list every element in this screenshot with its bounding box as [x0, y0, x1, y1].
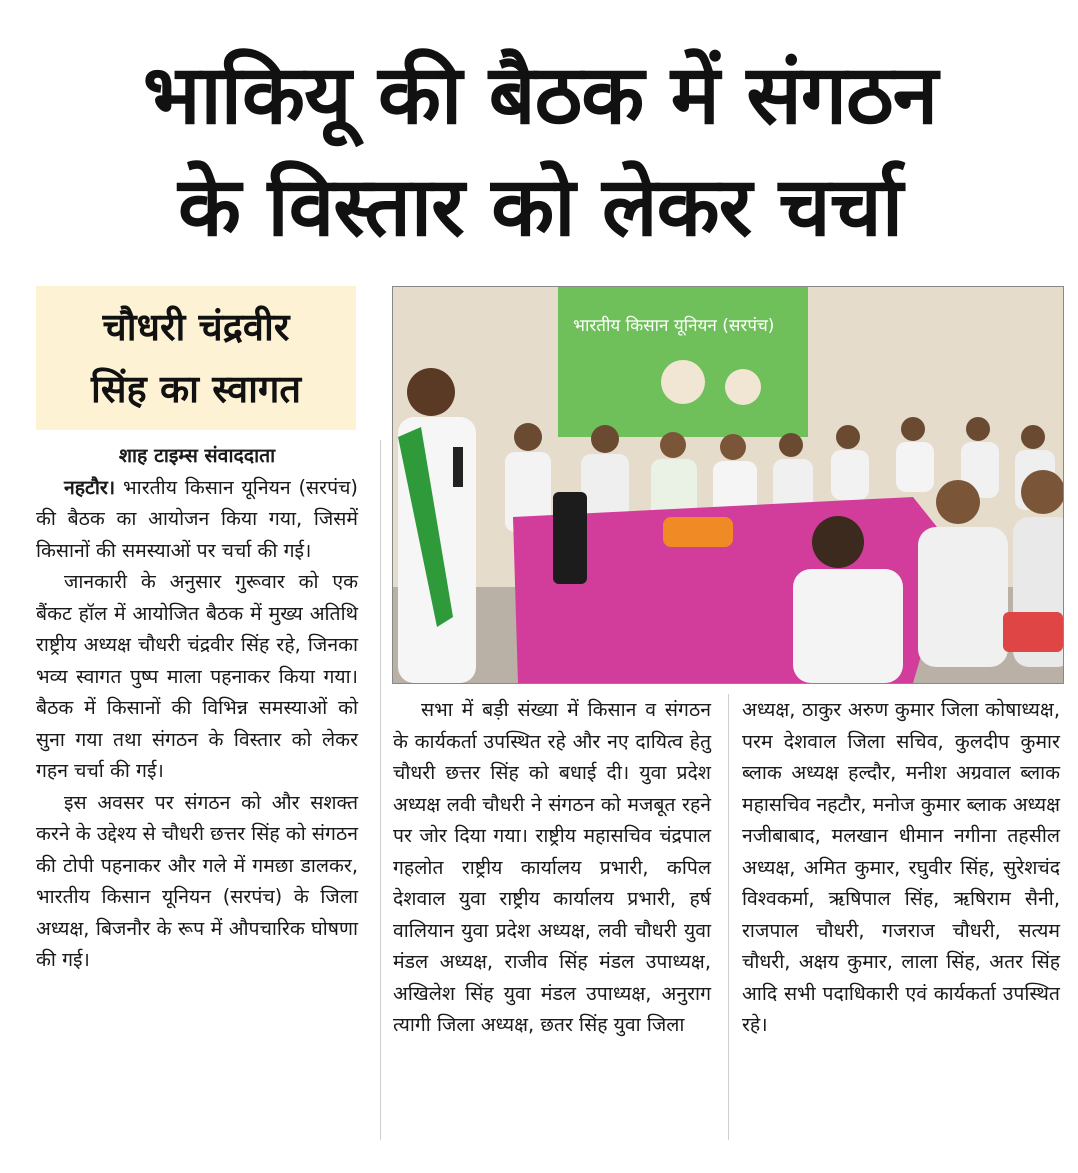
article-column-2	[393, 694, 711, 1041]
article-column-3	[742, 694, 1060, 1041]
article-paragraph	[36, 472, 358, 567]
article-paragraph: अध्यक्ष, ठाकुर अरुण कुमार जिला कोषाध्यक्ष, परम देशवाल जिला सचिव, कुलदीप कुमार ब्लाक अध्यक्ष हल्दौर, मनीश अग्रवाल ब्लाक महासचिव नहटौर, मनोज कुमार ब्लाक अध्यक्ष नजीबाबाद, मलखान धीमान नगीना तहसील अध्यक्ष, अमित कुमार, रघुवीर सिंह, सुरेशचंद विश्वकर्मा, ऋषिपाल सिंह, ऋषिराम सैनी, राजपाल चौधरी, गजराज चौधरी, सत्यम चौधरी, अक्षय कुमार, लाला सिंह, अतर सिंह आदि सभी पदाधिकारी एवं कार्यकर्ता उपस्थित रहे।	[742, 698, 1060, 1036]
article-column-1	[36, 440, 358, 976]
headline	[20, 40, 1060, 264]
article-paragraph: इस अवसर पर संगठन को और सशक्त करने के उद्देश्य से चौधरी छत्तर सिंह को संगठन की टोपी पहनाकर और गले में गमछा डालकर, भारतीय किसान यूनियन (सरपंच) के जिला अध्यक्ष, बिजनौर के रूप में औपचारिक घोषणा की गई।	[36, 790, 358, 971]
column-divider	[380, 440, 381, 1140]
photo-banner-text: भारतीय किसान यूनियन (सरपंच)	[573, 316, 775, 336]
column-divider	[728, 694, 729, 1140]
banner-portrait	[661, 360, 705, 404]
banner-portrait	[725, 369, 761, 405]
dateline: नहटौर।	[64, 475, 116, 499]
news-photo	[392, 286, 1064, 684]
article-paragraph: जानकारी के अनुसार गुरूवार को एक बैंकट हॉल में आयोजित बैठक में मुख्य अतिथि राष्ट्रीय अध्यक्ष चौधरी चंद्रवीर सिंह रहे, जिनका भव्य स्वागत पुष्प माला पहनाकर किया गया। बैठक में किसानों की विभिन्न समस्याओं को सुना गया तथा संगठन के विस्तार को लेकर गहन चर्चा की गई।	[36, 570, 358, 782]
subheading-box	[36, 286, 356, 430]
paragraph-text: भारतीय किसान यूनियन (सरपंच) की बैठक का आयोजन किया गया, जिसमें किसानों की समस्याओं पर चर्चा की गई।	[36, 475, 358, 562]
photo-fruit-bowl	[663, 517, 733, 547]
subheading-line-1: चौधरी चंद्रवीर	[102, 305, 290, 349]
headline-line-1: भाकियू की बैठक में संगठन	[142, 48, 938, 143]
photo-speaker	[553, 492, 587, 584]
meeting-photo-illustration	[393, 287, 1063, 683]
byline: शाह टाइम्स संवाददाता	[118, 444, 276, 467]
article-paragraph: सभा में बड़ी संख्या में किसान व संगठन के कार्यकर्ता उपस्थित रहे और नए दायित्व हेतु चौधरी छत्तर सिंह को बधाई दी। युवा प्रदेश अध्यक्ष लवी चौधरी ने संगठन को मजबूत रहने पर जोर दिया गया। राष्ट्रीय महासचिव चंद्रपाल गहलोत राष्ट्रीय कार्यालय प्रभारी, कपिल देशवाल युवा राष्ट्रीय कार्यालय प्रभारी, हर्ष वालियान युवा प्रदेश अध्यक्ष, लवी चौधरी युवा मंडल अध्यक्ष, राजीव सिंह मंडल उपाध्यक्ष, अखिलेश सिंह युवा मंडल उपाध्यक्ष, अनुराग त्यागी जिला अध्यक्ष, छतर सिंह युवा जिला	[393, 698, 711, 1036]
headline-line-2: के विस्तार को लेकर चर्चा	[177, 160, 903, 255]
subheading-line-2: सिंह का स्वागत	[91, 367, 301, 411]
